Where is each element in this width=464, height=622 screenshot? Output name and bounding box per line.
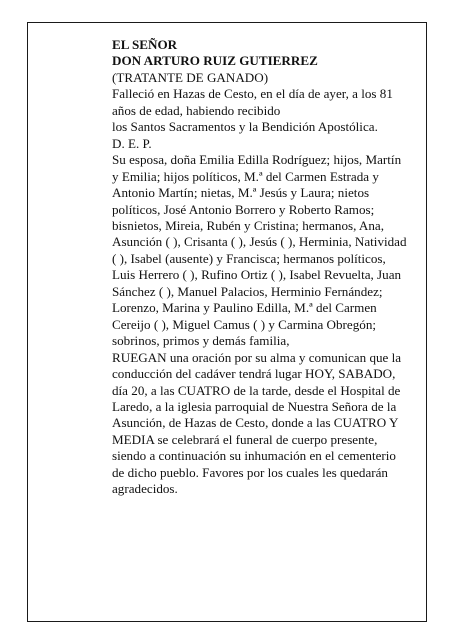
request-line: Laredo, a la iglesia parroquial de Nuestra Señora de la: [112, 398, 397, 414]
request-line: agradecidos.: [112, 481, 178, 497]
family-line: sobrinos, primos y demás familia,: [112, 333, 290, 349]
obituary-notice: [112, 37, 418, 498]
request-line: RUEGAN una oración por su alma y comunican que la: [112, 349, 402, 365]
death-line-1: Falleció en Hazas de Cesto, en el día de ayer, a los 81: [112, 86, 393, 102]
title-line-1: EL SEÑOR: [112, 37, 178, 52]
request-line: día 20, a las CUATRO de la tarde, desde el Hospital de: [112, 382, 401, 398]
request-line: siendo a continuación su inhumación en el cementerio: [112, 448, 396, 464]
family-line: ( ), Isabel (ausente) y Francisca; hermanos políticos,: [112, 250, 386, 266]
family-line: Lorenzo, Marina y Paulino Edilla, M.ª del Carmen: [112, 300, 377, 316]
family-line: políticos, José Antonio Borrero y Roberto Ramos;: [112, 201, 375, 217]
request-line: de dicho pueblo. Favores por los cuales les quedarán: [112, 464, 388, 480]
dep-line: D. E. P.: [112, 135, 152, 151]
family-line: bisnietos, Mireia, Rubén y Cristina; hermanos, Ana,: [112, 217, 385, 233]
family-line: Antonio Martín; nietas, M.ª Jesús y Laura; nietos: [112, 185, 370, 201]
family-line: Cereijo ( ), Miguel Camus ( ) y Carmina Obregón;: [112, 316, 376, 332]
request-line: conducción del cadáver tendrá lugar HOY, SABADO,: [112, 366, 396, 382]
family-line: Su esposa, doña Emilia Edilla Rodríguez; hijos, Martín: [112, 152, 402, 168]
family-line: Asunción ( ), Crisanta ( ), Jesús ( ), Herminia, Natividad: [112, 234, 407, 250]
family-line: Luis Herrero ( ), Rufino Ortiz ( ), Isabel Revuelta, Juan: [112, 267, 402, 283]
request-line: Asunción, de Hazas de Cesto, donde a las CUATRO Y: [112, 415, 399, 431]
request-line: MEDIA se celebrará el funeral de cuerpo presente,: [112, 431, 378, 447]
family-line: y Emilia; hijos políticos, M.ª del Carmen Estrada y: [112, 168, 379, 184]
death-line-2: años de edad, habiendo recibido: [112, 102, 281, 118]
occupation: (TRATANTE DE GANADO): [112, 69, 269, 85]
family-line: Sánchez ( ), Manuel Palacios, Herminio Fernández;: [112, 283, 383, 299]
death-line-3: los Santos Sacramentos y la Bendición Apostólica.: [112, 119, 378, 135]
deceased-name: DON ARTURO RUIZ GUTIERREZ: [112, 53, 318, 69]
